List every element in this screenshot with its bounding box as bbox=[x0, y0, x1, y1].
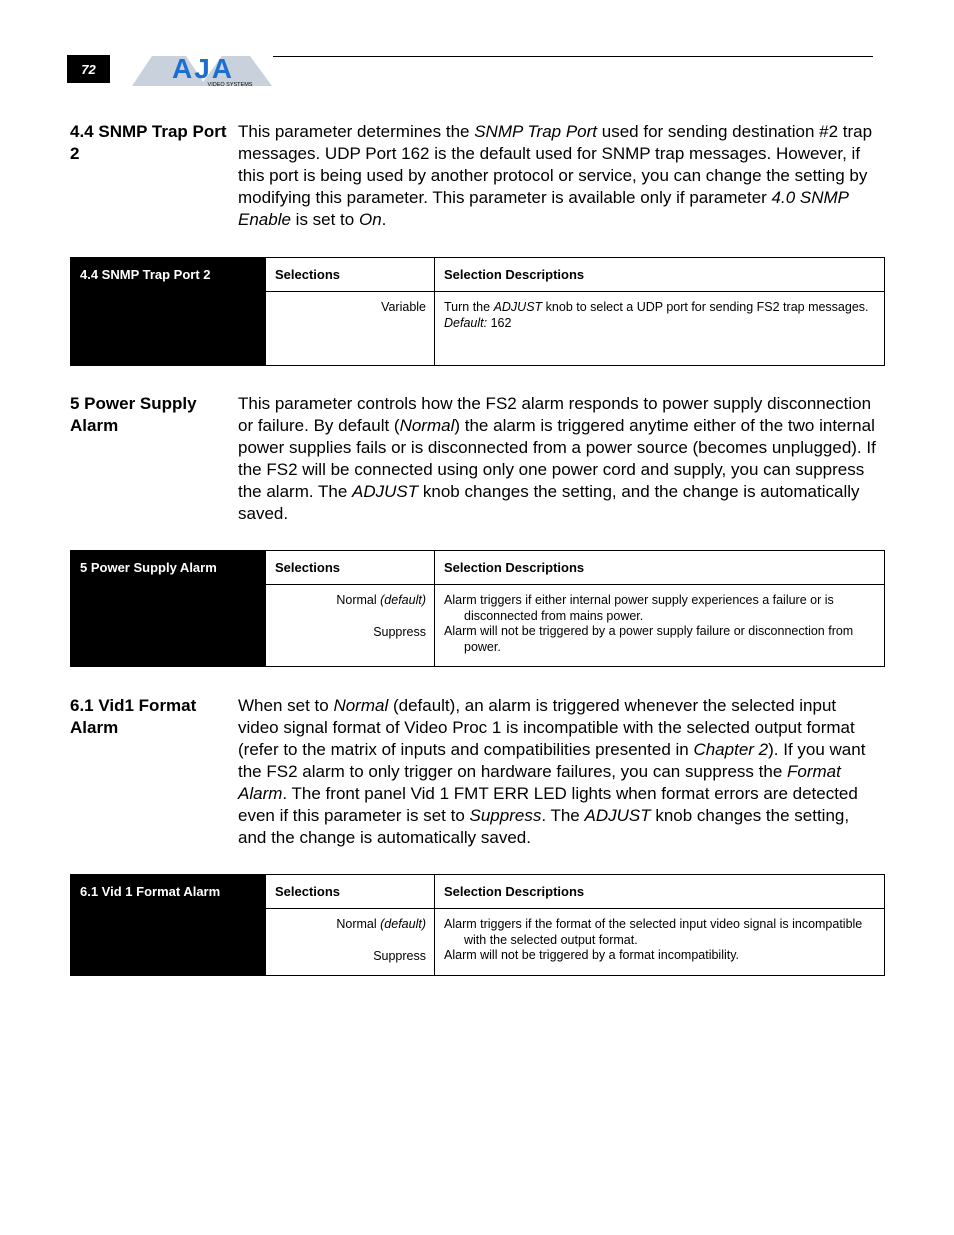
section-title: 5 Power Supply Alarm bbox=[70, 394, 197, 435]
selection-description: Default: 162 bbox=[444, 315, 512, 330]
selection-value: Variable bbox=[381, 300, 426, 314]
descriptions-cell bbox=[435, 585, 885, 667]
section-title: 4.4 SNMP Trap Port 2 bbox=[70, 122, 227, 163]
selection-description: Turn the ADJUST knob to select a UDP port for sending FS2 trap messages. bbox=[444, 300, 869, 314]
selections-cell bbox=[266, 909, 435, 976]
selection-description: Alarm will not be triggered by a format incompatibility. bbox=[444, 948, 740, 962]
col-header-selections: Selections bbox=[266, 551, 435, 585]
selection-description: Alarm will not be triggered by a power supply failure or disconnection from power. bbox=[444, 624, 854, 654]
col-header-descriptions: Selection Descriptions bbox=[435, 551, 885, 585]
selection-value: Suppress bbox=[373, 948, 426, 963]
section-body: When set to Normal (default), an alarm is triggered whenever the selected input video signal format of Video Proc 1 is incompatible with the selected output format (refer to the matrix of inputs and compatibilities presented in Chapter 2). If you want the FS2 alarm to only trigger on hardware failures, you can suppress the Format Alarm. The front panel Vid 1 FMT ERR LED lights when format errors are detected even if this parameter is set to Suppress. The ADJUST knob changes the setting, and the change is automatically saved. bbox=[238, 696, 866, 847]
table-title: 6.1 Vid 1 Format Alarm bbox=[71, 875, 266, 909]
section-body: This parameter controls how the FS2 alarm responds to power supply disconnection or failure. By default (Normal) the alarm is triggered anytime either of the two internal power supplies fails or is disconnected from a power source (becomes unplugged). If the FS2 will be connected using only one power cord and supply, you can suppress the alarm. The ADJUST knob changes the setting, and the change is automatically saved. bbox=[238, 394, 876, 523]
col-header-descriptions: Selection Descriptions bbox=[435, 875, 885, 909]
col-header-selections: Selections bbox=[266, 258, 435, 292]
section-title: 6.1 Vid1 Format Alarm bbox=[70, 696, 197, 737]
table-title: 4.4 SNMP Trap Port 2 bbox=[71, 258, 266, 292]
descriptions-cell bbox=[435, 292, 885, 366]
selection-value: Normal (default) bbox=[336, 593, 426, 607]
col-header-descriptions: Selection Descriptions bbox=[435, 258, 885, 292]
selections-cell bbox=[266, 292, 435, 366]
table-black-cell bbox=[71, 909, 266, 976]
logo-text: AJA bbox=[171, 53, 235, 84]
table-title: 5 Power Supply Alarm bbox=[71, 551, 266, 585]
param-table-snmp-trap-port-2 bbox=[70, 257, 885, 366]
page-number: 72 bbox=[67, 55, 110, 83]
param-table-power-supply-alarm bbox=[70, 550, 885, 667]
logo-subtext: VIDEO SYSTEMS bbox=[207, 82, 253, 88]
section-body: This parameter determines the SNMP Trap Port used for sending destination #2 trap messages. UDP Port 162 is the default used for SNMP trap messages. However, if this port is being used by another protocol or service, you can change the setting by modifying this parameter. This parameter is available only if parameter 4.0 SNMP Enable is set to On. bbox=[238, 122, 873, 229]
header-rule bbox=[273, 56, 873, 57]
table-black-cell bbox=[71, 585, 266, 667]
param-table-vid1-format-alarm bbox=[70, 874, 885, 976]
selection-description: Alarm triggers if the format of the selected input video signal is incompatible with the selected output format. bbox=[444, 917, 863, 947]
selections-cell bbox=[266, 585, 435, 667]
selection-value: Normal (default) bbox=[336, 917, 426, 931]
aja-logo bbox=[130, 52, 276, 88]
descriptions-cell bbox=[435, 909, 885, 976]
selection-value: Suppress bbox=[373, 624, 426, 639]
table-black-cell bbox=[71, 292, 266, 366]
col-header-selections: Selections bbox=[266, 875, 435, 909]
selection-description: Alarm triggers if either internal power supply experiences a failure or is disconnected from mains power. bbox=[444, 593, 834, 623]
